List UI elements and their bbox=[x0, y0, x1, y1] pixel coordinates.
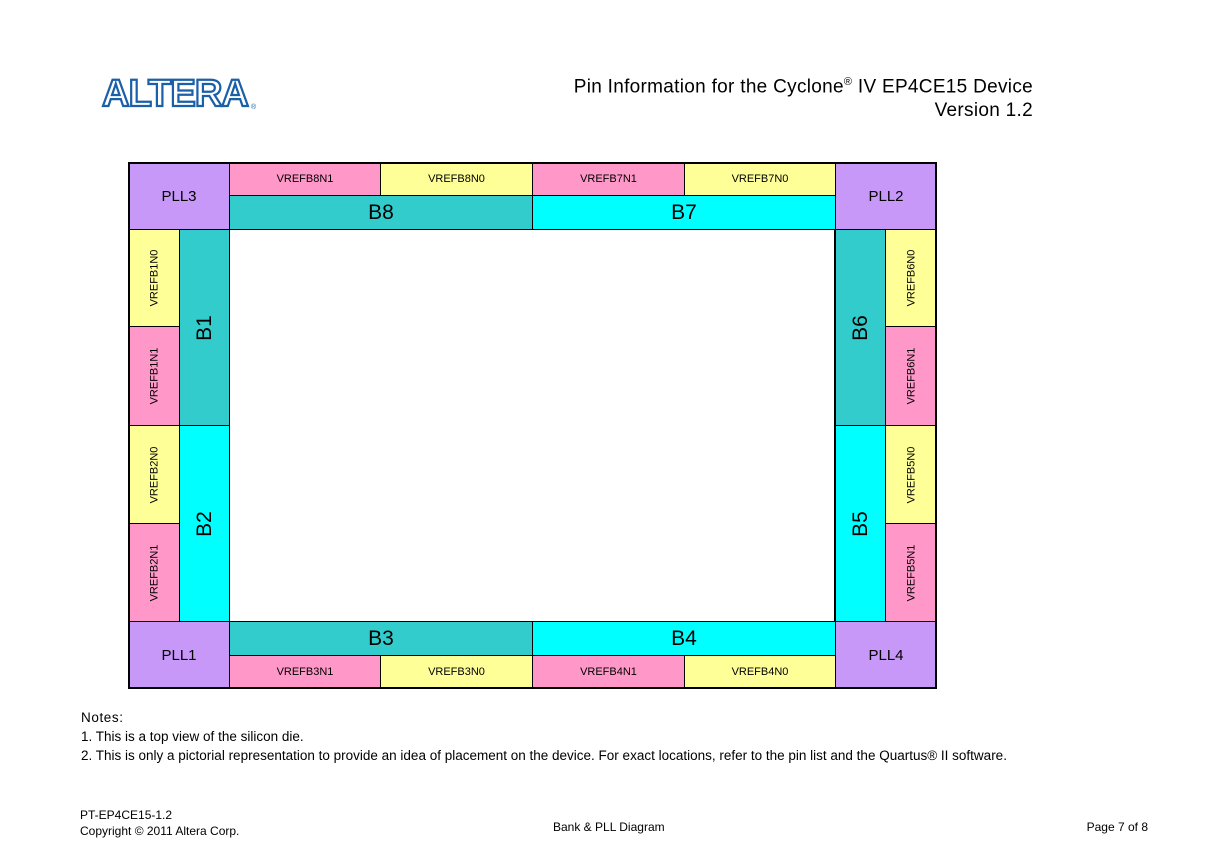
title-line bbox=[574, 70, 1033, 99]
vref-b2n1: VREFB2N1 bbox=[148, 544, 161, 601]
bank-b6: B6 bbox=[848, 314, 872, 341]
vref-b8n0: VREFB8N0 bbox=[380, 162, 533, 196]
bank-b3: B3 bbox=[229, 621, 533, 656]
bank-b5: B5 bbox=[848, 510, 872, 537]
registered-mark: ® bbox=[843, 76, 853, 88]
vref-b3n1: VREFB3N1 bbox=[229, 655, 381, 689]
altera-logo bbox=[101, 73, 261, 113]
version-label: Version 1.2 bbox=[934, 100, 1033, 122]
footer-page-number: Page 7 of 8 bbox=[1086, 820, 1148, 834]
footer-copyright: Copyright © 2011 Altera Corp. bbox=[80, 824, 240, 838]
vref-b1n1: VREFB1N1 bbox=[148, 347, 161, 405]
vref-b4n1: VREFB4N1 bbox=[532, 655, 685, 689]
page-title bbox=[574, 70, 1033, 123]
bank-b4: B4 bbox=[532, 621, 836, 656]
pll1-block: PLL1 bbox=[128, 621, 230, 689]
logo-text: ALTERA bbox=[102, 73, 249, 113]
bank-b7: B7 bbox=[532, 195, 836, 230]
title-prefix: Pin Information for the Cyclone bbox=[573, 76, 844, 98]
pll3-block: PLL3 bbox=[128, 162, 230, 230]
logo-registered-mark: ® bbox=[251, 104, 257, 111]
notes-section bbox=[81, 708, 1007, 765]
bank-b8: B8 bbox=[229, 195, 533, 230]
note-item-2: 2. This is only a pictorial representation to provide an idea of placement on the device. For exact locations, refer to the pin list and the Quartus® II software. bbox=[81, 748, 1007, 763]
vref-b6n1: VREFB6N1 bbox=[905, 347, 918, 405]
diagram-outer-border bbox=[128, 162, 937, 689]
notes-heading: Notes: bbox=[81, 710, 124, 725]
footer-left bbox=[80, 807, 239, 839]
vref-b4n0: VREFB4N0 bbox=[684, 655, 836, 689]
vref-b7n1: VREFB7N1 bbox=[532, 162, 685, 196]
vref-b8n1: VREFB8N1 bbox=[229, 162, 381, 196]
vref-b2n0: VREFB2N0 bbox=[148, 446, 161, 503]
pll2-block: PLL2 bbox=[835, 162, 937, 230]
bank-b2: B2 bbox=[192, 510, 216, 537]
pll4-block: PLL4 bbox=[835, 621, 937, 689]
bank-b1: B1 bbox=[192, 314, 216, 341]
footer-section: Bank & PLL Diagram bbox=[553, 820, 665, 834]
footer-doc-id: PT-EP4CE15-1.2 bbox=[80, 808, 173, 822]
vref-b5n0: VREFB5N0 bbox=[905, 446, 918, 503]
vref-b5n1: VREFB5N1 bbox=[905, 544, 918, 601]
note-item-1: 1. This is a top view of the silicon die. bbox=[81, 729, 304, 744]
vref-b3n0: VREFB3N0 bbox=[380, 655, 533, 689]
vref-b7n0: VREFB7N0 bbox=[684, 162, 836, 196]
vref-b1n0: VREFB1N0 bbox=[148, 249, 161, 307]
title-suffix: IV EP4CE15 Device bbox=[852, 76, 1033, 98]
vref-b6n0: VREFB6N0 bbox=[905, 249, 918, 307]
